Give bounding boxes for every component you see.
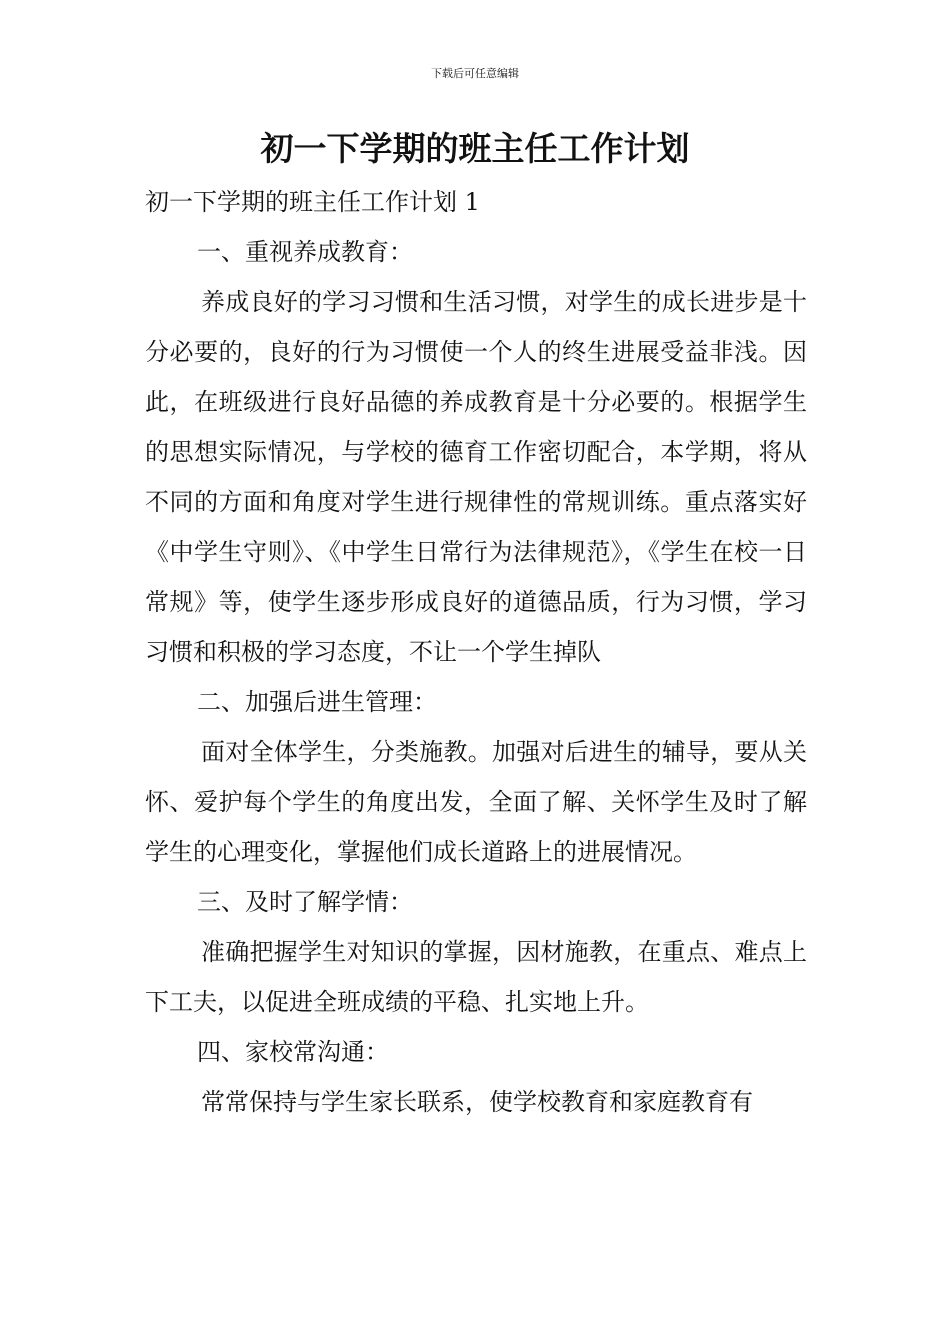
section-paragraph: 面对全体学生，分类施教。加强对后进生的辅导，要从关怀、爱护每个学生的角度出发，全面了解、关怀学生及时了解学生的心理变化，掌握他们成长道路上的进展情况。 [145, 738, 807, 866]
document-body [145, 177, 807, 1127]
section-paragraph: 准确把握学生对知识的掌握，因材施教，在重点、难点上下工夫，以促进全班成绩的平稳、扎实地上升。 [145, 938, 807, 1016]
section-heading: 二、加强后进生管理： [197, 688, 437, 716]
header-note: 下载后可任意编辑 [431, 67, 519, 80]
section-heading: 一、重视养成教育： [197, 238, 413, 266]
document-title: 初一下学期的班主任工作计划 [260, 129, 690, 168]
section-paragraph: 养成良好的学习习惯和生活习惯，对学生的成长进步是十分必要的，良好的行为习惯使一个人的终生进展受益非浅。因此，在班级进行良好品德的养成教育是十分必要的。根据学生的思想实际情况，与学校的德育工作密切配合，本学期，将从不同的方面和角度对学生进行规律性的常规训练。重点落实好《中学生守则》、《中学生日常行为法律规范》，《学生在校一日常规》等，使学生逐步形成良好的道德品质，行为习惯，学习习惯和积极的学习态度，不让一个学生掉队 [145, 288, 807, 666]
section-heading: 四、家校常沟通： [197, 1038, 389, 1066]
section-heading: 三、及时了解学情： [197, 888, 413, 916]
section-paragraph: 常常保持与学生家长联系，使学校教育和家庭教育有 [201, 1088, 753, 1116]
document-subtitle: 初一下学期的班主任工作计划 1 [145, 188, 480, 216]
